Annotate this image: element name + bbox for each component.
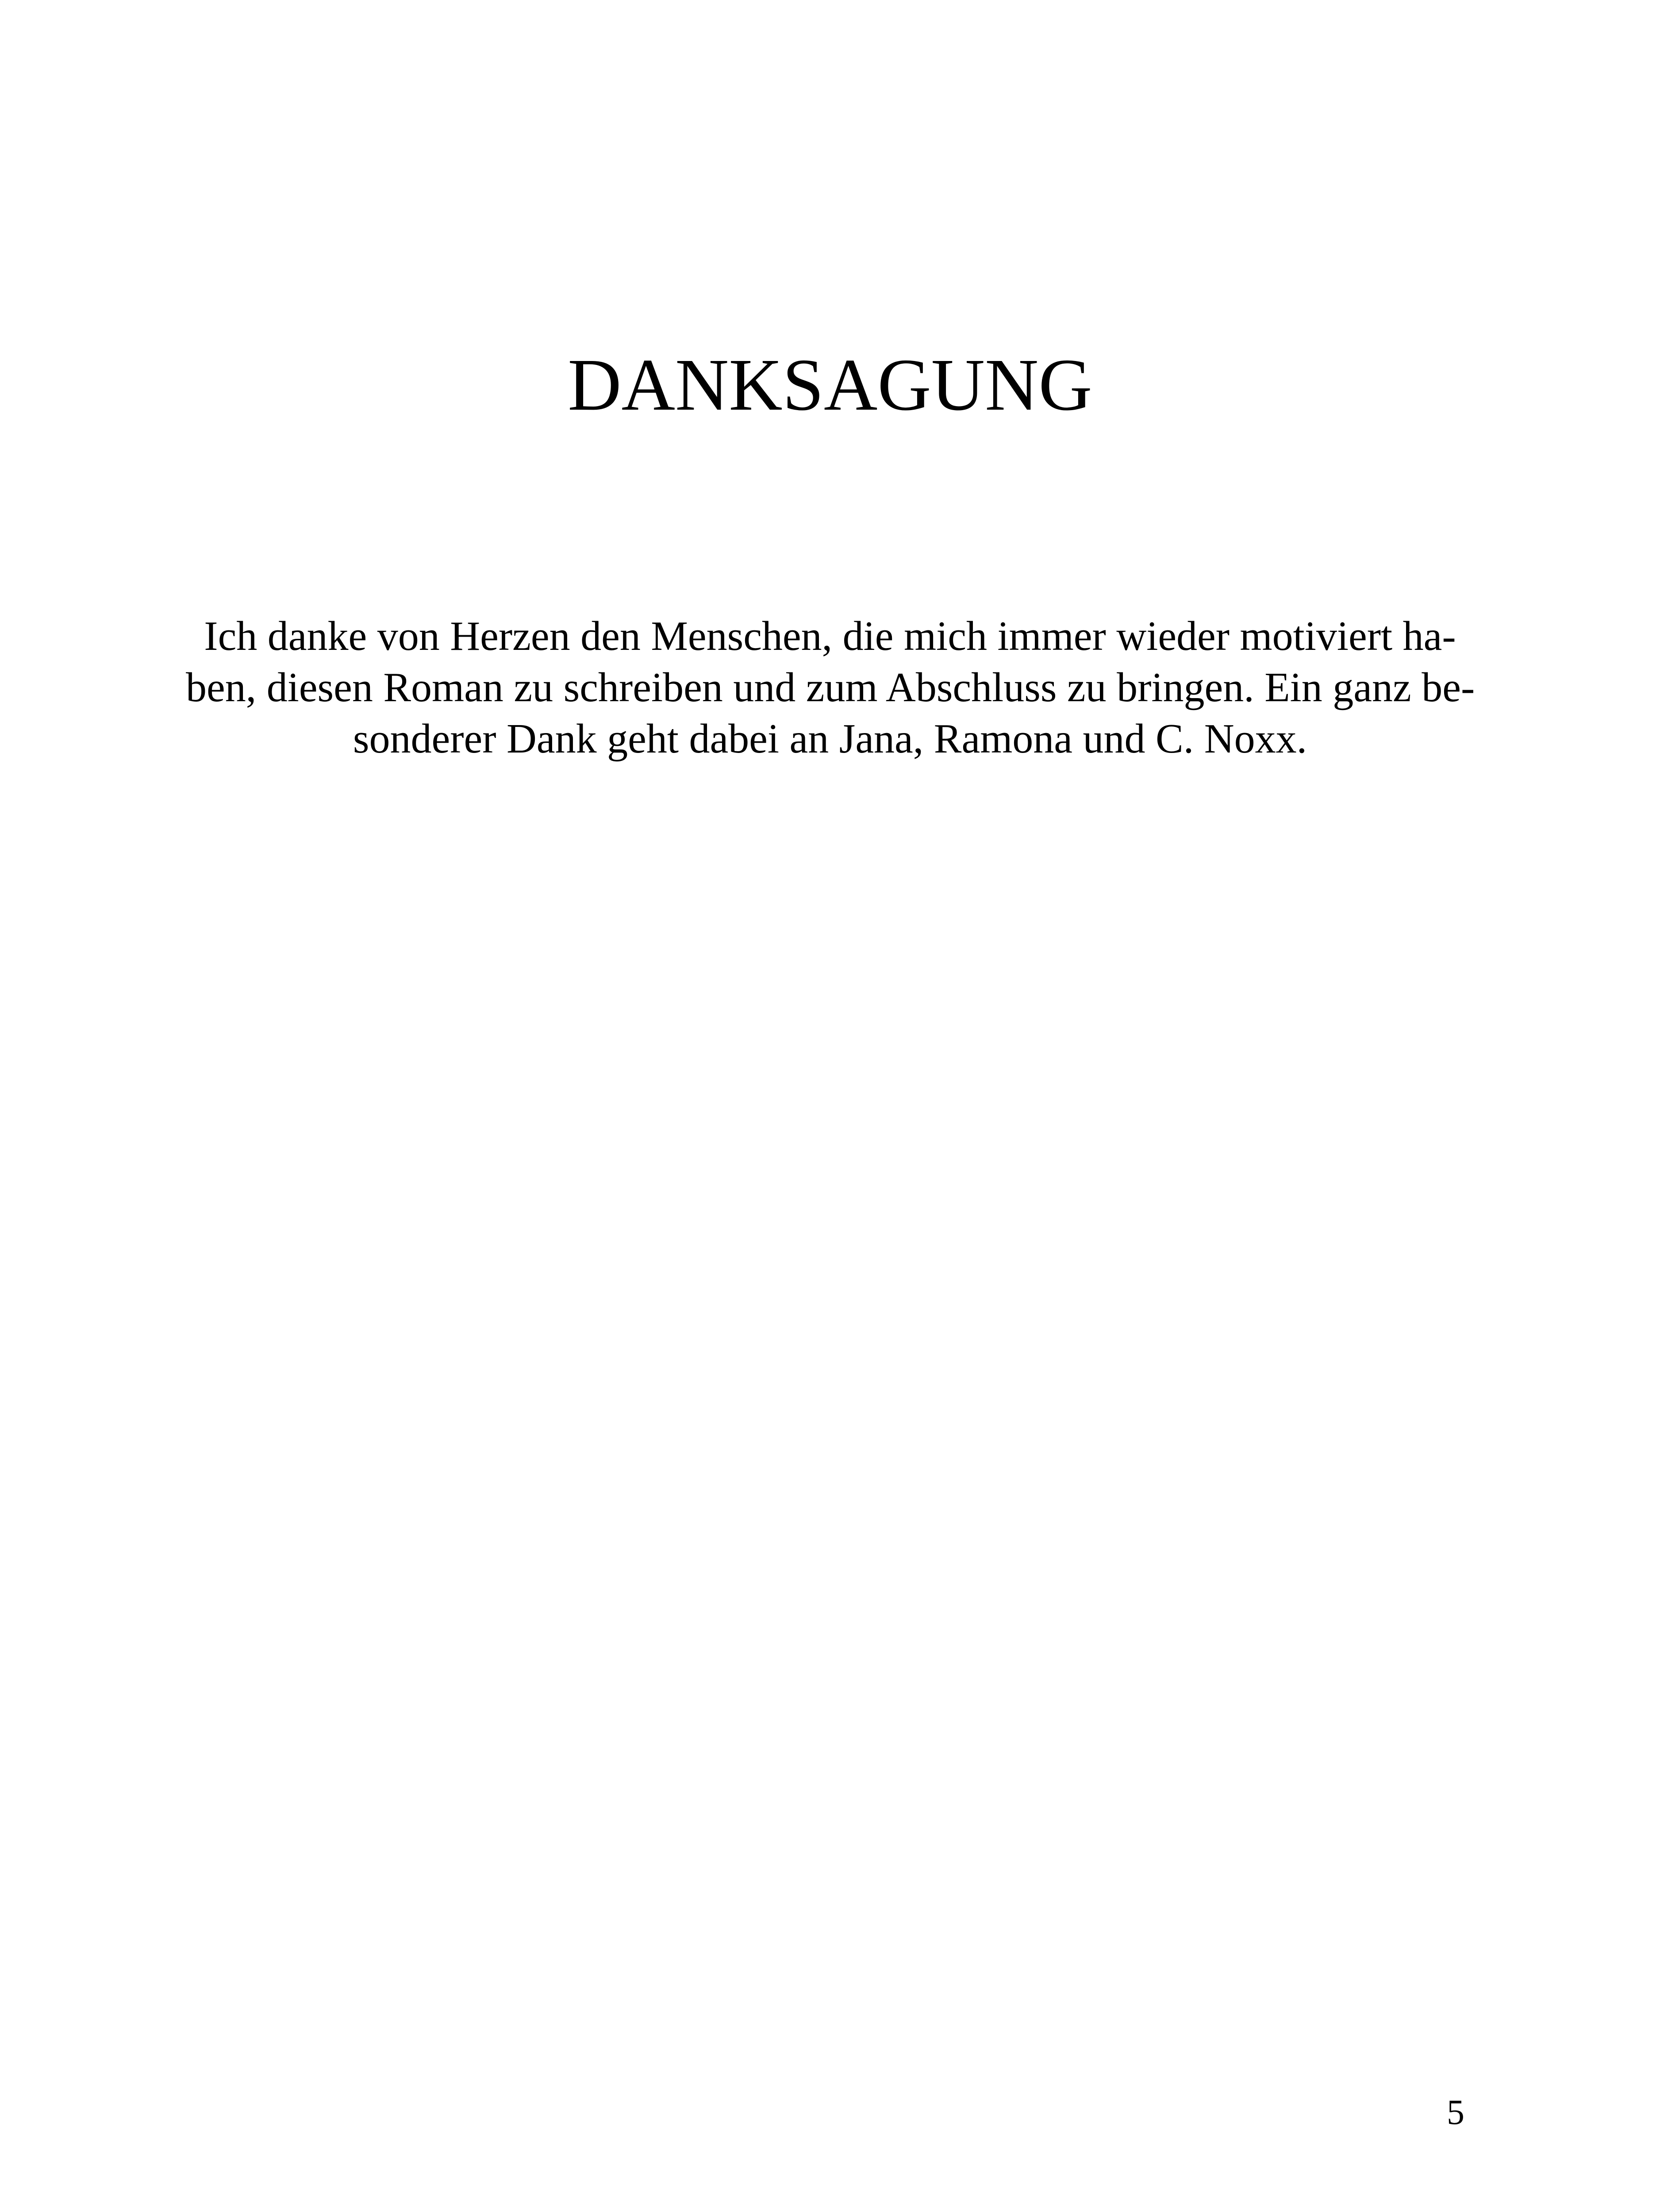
paragraph-line: Ich danke von Herzen den Menschen, die mich immer wieder motiviert ha- [204,613,1456,659]
paragraph-line: ben, diesen Roman zu schreiben und zum Abschluss zu bringen. Ein ganz be- [186,664,1475,710]
page-heading: DANKSAGUNG [568,344,1092,426]
acknowledgement-paragraph [186,611,1474,764]
page-number: 5 [1447,2093,1464,2132]
paragraph-line: sonderer Dank geht dabei an Jana, Ramona und C. Noxx. [353,716,1307,762]
